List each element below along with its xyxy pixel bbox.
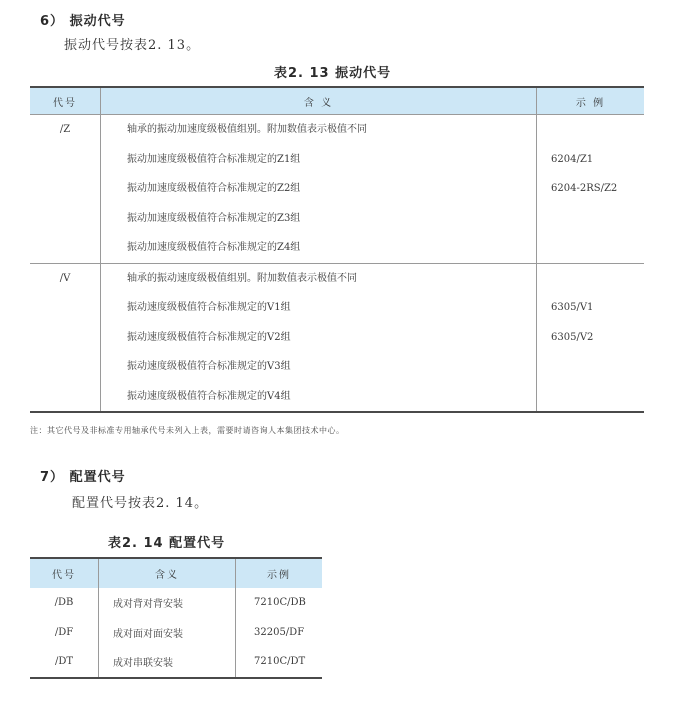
example-cell: 7210C/DT bbox=[254, 656, 306, 668]
meaning-line: 轴承的振动速度级极值组别。附加数值表示极值不同 bbox=[127, 272, 357, 284]
example-line: 6305/V2 bbox=[551, 331, 594, 343]
meaning-cell: 成对串联安装 bbox=[99, 647, 236, 678]
header-meaning: 含 义 bbox=[101, 87, 537, 115]
table-header-row bbox=[30, 558, 322, 588]
meaning-cell bbox=[101, 115, 537, 264]
example-line bbox=[551, 352, 644, 382]
meaning-line: 振动速度级极值符合标准规定的V2组 bbox=[127, 331, 291, 343]
example-line bbox=[551, 264, 644, 294]
meaning-cell: 成对背对背安装 bbox=[99, 588, 236, 618]
meaning-line: 振动加速度级极值符合标准规定的Z2组 bbox=[127, 183, 301, 194]
meaning-line: 振动速度级极值符合标准规定的V4组 bbox=[127, 390, 291, 402]
example-line bbox=[551, 204, 644, 234]
example-cell bbox=[537, 115, 645, 264]
meaning-line: 振动加速度级极值符合标准规定的Z3组 bbox=[127, 212, 301, 224]
meaning-line: 振动加速度级极值符合标准规定的Z4组 bbox=[127, 242, 301, 253]
group-code: /V bbox=[59, 272, 71, 284]
table-2-14-title: 表2. 14 配置代号 bbox=[108, 536, 226, 551]
code-cell: /DF bbox=[30, 618, 99, 648]
table-row bbox=[30, 588, 322, 618]
section-6-paragraph: 振动代号按表2. 13。 bbox=[64, 38, 201, 53]
example-cell: 7210C/DB bbox=[254, 597, 306, 609]
section-7-heading: 7） 配置代号 bbox=[40, 470, 126, 485]
table-row bbox=[30, 647, 322, 678]
example-line bbox=[551, 233, 644, 263]
example-line bbox=[551, 115, 644, 145]
table-header-row bbox=[30, 87, 644, 115]
header-meaning: 含义 bbox=[99, 558, 236, 588]
example-cell bbox=[537, 263, 645, 412]
header-example: 示例 bbox=[236, 558, 323, 588]
header-example: 示 例 bbox=[537, 87, 645, 115]
code-cell: /DB bbox=[30, 588, 99, 618]
meaning-cell: 成对面对面安装 bbox=[99, 618, 236, 648]
code-cell: /DT bbox=[30, 647, 99, 678]
meaning-line: 振动速度级极值符合标准规定的V3组 bbox=[127, 361, 291, 372]
section-7-paragraph: 配置代号按表2. 14。 bbox=[72, 496, 209, 511]
table-group-z bbox=[30, 115, 644, 264]
table-group-v bbox=[30, 263, 644, 412]
meaning-cell bbox=[101, 263, 537, 412]
example-line: 6204-2RS/Z2 bbox=[551, 183, 618, 194]
meaning-line: 振动加速度级极值符合标准规定的Z1组 bbox=[127, 153, 301, 165]
section-6-heading: 6） 振动代号 bbox=[40, 14, 126, 29]
code-cell bbox=[30, 263, 101, 412]
example-line: 6204/Z1 bbox=[551, 153, 594, 165]
table-note: 注：其它代号及非标准专用轴承代号未列入上表，需要时请咨询人本集团技术中心。 bbox=[30, 426, 345, 435]
header-code: 代号 bbox=[30, 87, 101, 115]
example-line: 6305/V1 bbox=[551, 302, 594, 313]
table-2-13-title: 表2. 13 振动代号 bbox=[274, 66, 392, 81]
vibration-code-table bbox=[30, 86, 644, 413]
meaning-line: 振动速度级极值符合标准规定的V1组 bbox=[127, 302, 291, 313]
table-row bbox=[30, 618, 322, 648]
example-cell: 32205/DF bbox=[254, 626, 305, 638]
header-code: 代号 bbox=[30, 558, 99, 588]
configuration-code-table bbox=[30, 557, 322, 679]
code-cell bbox=[30, 115, 101, 264]
meaning-line: 轴承的振动加速度级极值组别。附加数值表示极值不同 bbox=[127, 124, 367, 135]
example-line bbox=[551, 382, 644, 412]
group-code: /Z bbox=[59, 124, 71, 135]
